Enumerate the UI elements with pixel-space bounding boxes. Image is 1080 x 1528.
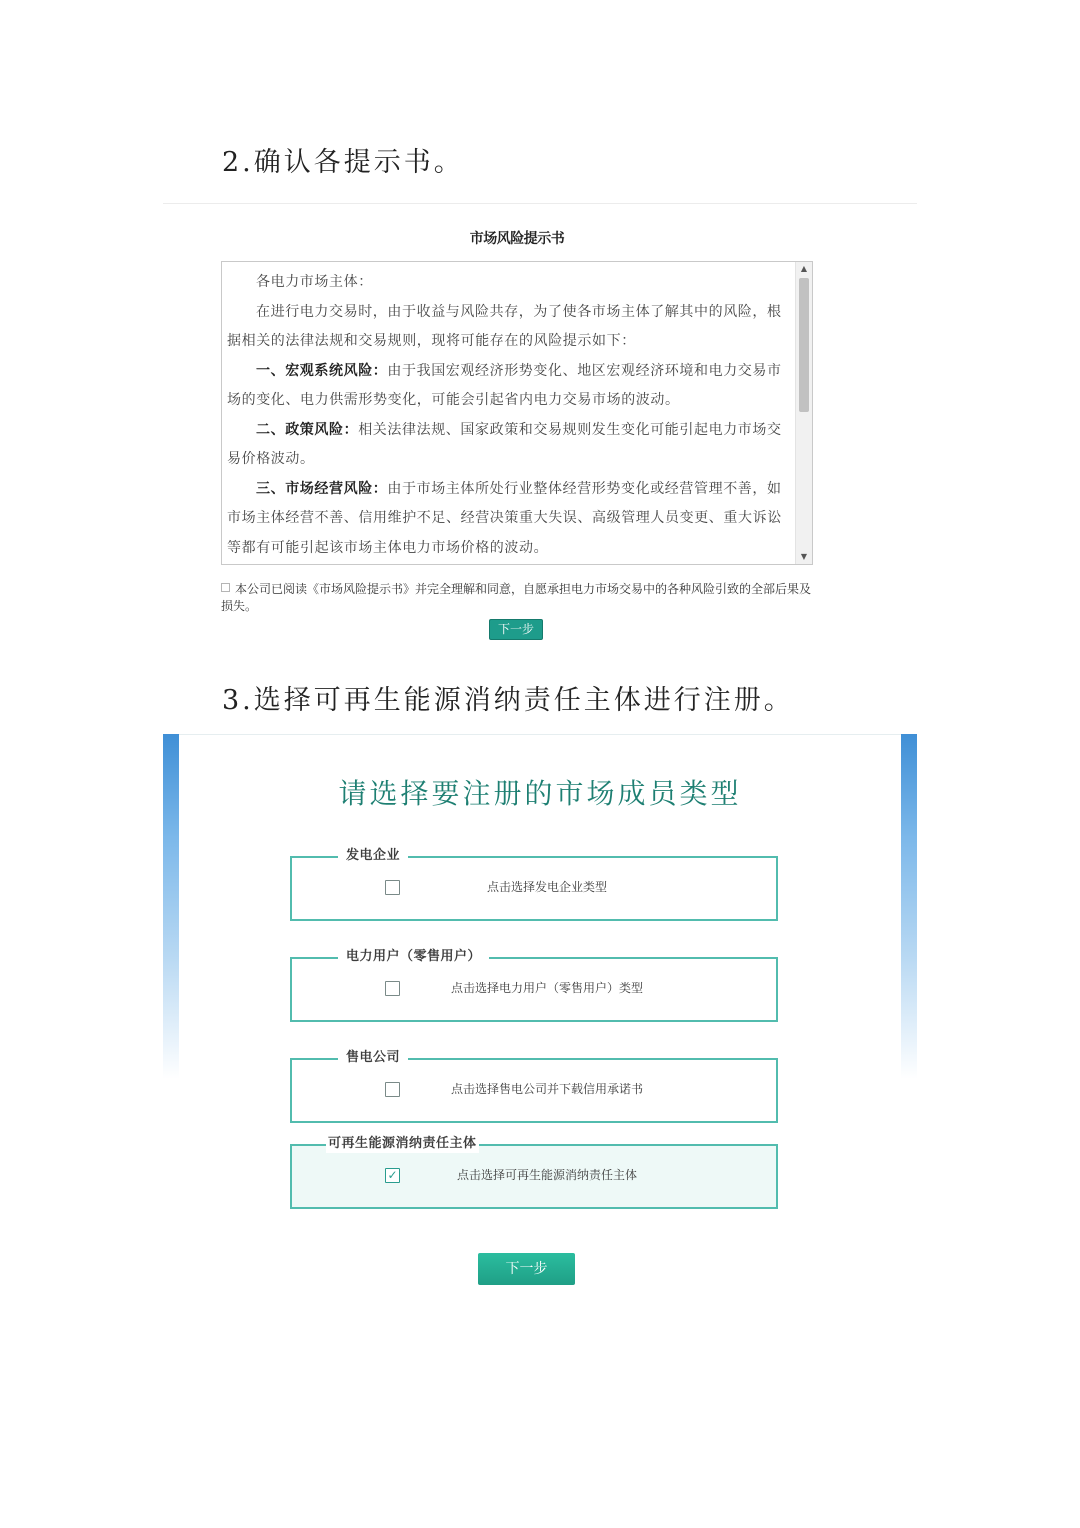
notice-item-title: 三、市场经营风险： — [256, 480, 388, 497]
risk-notice-screenshot — [163, 203, 917, 653]
select-title: 请选择要注册的市场成员类型 — [338, 777, 742, 810]
down-arrow-icon[interactable]: ▼ — [800, 552, 808, 561]
notice-item — [227, 475, 793, 564]
type-option-text[interactable]: 点击选择可再生能源消纳责任主体 — [456, 1168, 637, 1182]
notice-item-text: 相关法律法规、国家政策和交易规则发生变化可能引起电力市场交易价格波动。 — [227, 421, 782, 467]
notice-item-title: 二、政策风险： — [256, 421, 359, 438]
step3-heading: 3.选择可再生能源消纳责任主体进行注册。 — [222, 685, 794, 716]
step2-heading: 2.确认各提示书。 — [222, 147, 464, 178]
next-button[interactable]: 下一步 — [489, 619, 543, 640]
type-checkbox[interactable] — [385, 981, 400, 996]
type-option-text[interactable]: 点击选择电力用户（零售用户）类型 — [450, 981, 643, 995]
notice-salutation: 各电力市场主体： — [256, 274, 373, 290]
type-checkbox[interactable] — [385, 1082, 400, 1097]
divider — [163, 734, 917, 735]
agree-row — [221, 581, 821, 615]
type-checkbox[interactable] — [385, 880, 400, 895]
divider — [163, 203, 917, 204]
agree-text: 本公司已阅读《市场风险提示书》并完全理解和同意，自愿承担电力市场交易中的各种风险引致的全部后果及损失。 — [221, 582, 812, 613]
notice-item-text: 由于市场主体所处行业整体经营形势变化或经营管理不善，如市场主体经营不善、信用维护不足、经营决策重大失误、高级管理人员变更、重大诉讼等都有可能引起该市场主体电力市场价格的波动。 — [227, 480, 782, 556]
type-group-retail-company[interactable] — [290, 1050, 778, 1123]
member-type-screenshot — [163, 734, 917, 1294]
type-group-power-generation[interactable] — [290, 848, 778, 921]
group-legend: 电力用户（零售用户） — [338, 948, 489, 966]
notice-intro: 在进行电力交易时，由于收益与风险共存，为了使各市场主体了解其中的风险，根据相关的法律法规和交易规则，现将可能存在的风险提示如下： — [227, 303, 782, 349]
scroll-thumb[interactable] — [799, 278, 809, 412]
agree-checkbox[interactable] — [221, 583, 230, 592]
type-option-text[interactable]: 点击选择售电公司并下载信用承诺书 — [450, 1082, 643, 1096]
notice-item — [227, 416, 793, 475]
group-legend: 售电公司 — [338, 1049, 408, 1067]
notice-title: 市场风险提示书 — [469, 231, 565, 247]
type-group-renewable-consumer[interactable] — [290, 1136, 778, 1209]
group-legend: 发电企业 — [338, 847, 408, 865]
up-arrow-icon[interactable]: ▲ — [800, 264, 808, 273]
notice-item-text: 由于我国宏观经济形势变化、地区宏观经济环境和电力交易市场的变化、电力供需形势变化，可能会引起省内电力交易市场的波动。 — [227, 362, 782, 408]
notice-text — [222, 262, 793, 563]
notice-item — [227, 357, 793, 416]
scrollbar[interactable] — [795, 262, 812, 564]
notice-scroll-box[interactable] — [221, 261, 813, 565]
next-button[interactable]: 下一步 — [478, 1253, 575, 1285]
type-option-text[interactable]: 点击选择发电企业类型 — [486, 880, 607, 894]
type-group-power-user[interactable] — [290, 949, 778, 1022]
group-legend: 可再生能源消纳责任主体 — [328, 1136, 477, 1151]
notice-item-title: 一、宏观系统风险： — [256, 362, 388, 379]
check-icon[interactable]: ✓ — [385, 1168, 400, 1183]
